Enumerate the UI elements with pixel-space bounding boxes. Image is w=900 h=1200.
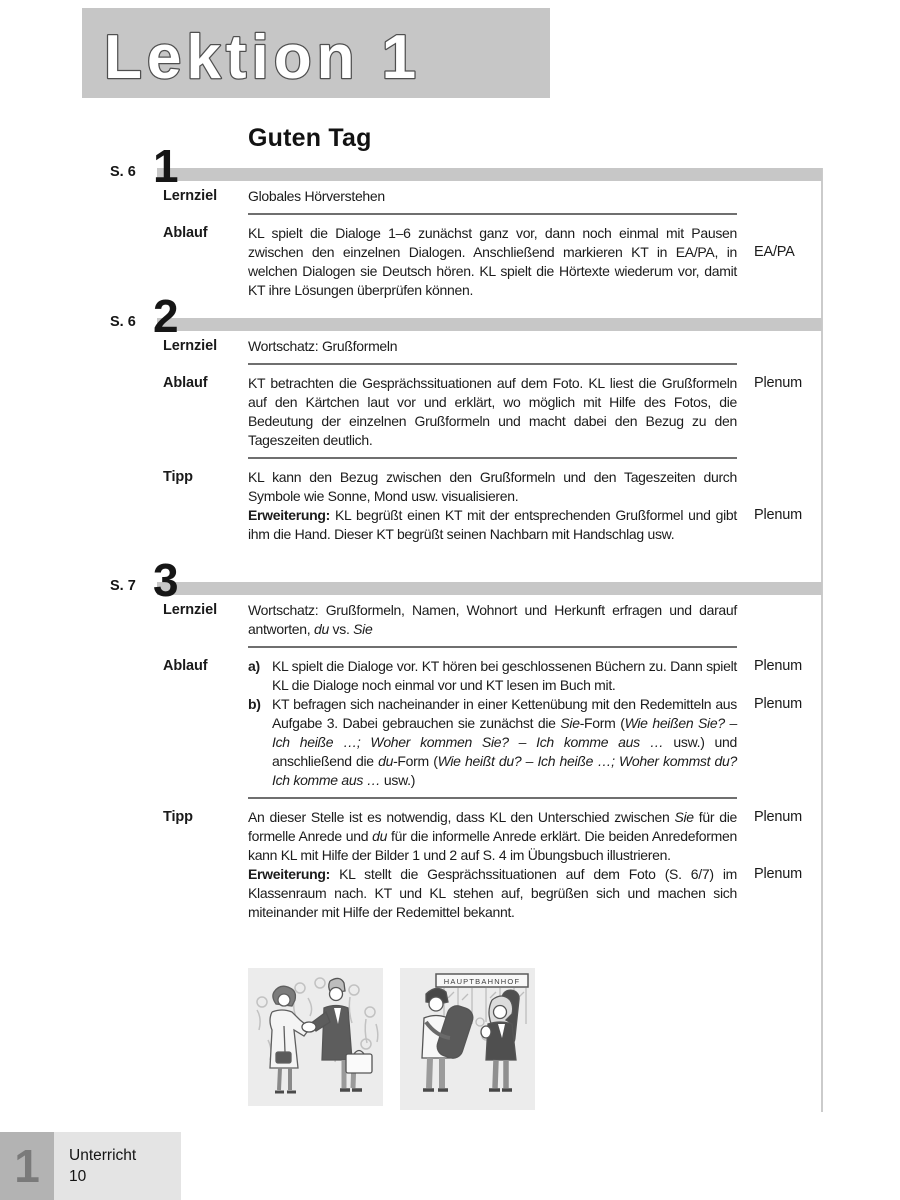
- row-divider: [248, 797, 737, 799]
- social-form-note: Plenum: [754, 696, 802, 712]
- section-1-ablauf-row: [163, 224, 860, 300]
- illustrations: [248, 968, 535, 1110]
- section-1-lernziel-row: [163, 187, 860, 206]
- social-form-note: Plenum: [754, 507, 802, 523]
- section-1-page-ref: S. 6: [110, 164, 136, 180]
- item-b-italic: du: [378, 753, 394, 769]
- erweiterung-keyword: Erweiterung:: [248, 866, 330, 882]
- item-b-italic: Wie heißt du? – Ich heiße …; Woher kommst du? Ich komme aus …: [272, 753, 737, 788]
- section-2-number: 2: [153, 290, 179, 342]
- tipp-run: An dieser Stelle ist es notwendig, dass KL den Unterschied zwischen: [248, 809, 675, 825]
- section-3-ablauf-row-a: [163, 657, 860, 695]
- section-3-page-ref: S. 7: [110, 578, 136, 594]
- lernziel-run: Wortschatz: Grußformeln, Namen, Wohnort und Herkunft erfragen und darauf antworten,: [248, 602, 737, 637]
- illustration-formal-greeting: [248, 968, 383, 1106]
- tipp-run: für die formelle Anrede und: [248, 809, 738, 844]
- social-form-note: Plenum: [754, 866, 802, 882]
- item-b-marker: b): [248, 696, 261, 712]
- item-b-run: usw.) und anschließend die: [272, 734, 737, 769]
- social-form-note: Plenum: [754, 809, 802, 825]
- section-2-bar: [157, 318, 822, 331]
- section-3-lernziel-row: [163, 601, 860, 639]
- erweiterung-text: [248, 865, 737, 922]
- section-2-erweiterung-row: [163, 506, 860, 544]
- station-sign: [436, 974, 528, 987]
- tipp-label: Tipp: [163, 469, 193, 485]
- tipp-run: für die informelle Anrede erklärt. Die beiden Anredeformen kann KL mit Hilfe der Bilder 1 und 2 auf S. 4 im Übungsbuch illustrieren.: [248, 828, 737, 863]
- tipp-text: [248, 808, 737, 865]
- erweiterung-text: [248, 506, 737, 544]
- tipp-text: KL kann den Bezug zwischen den Grußformeln und den Tageszeiten durch Symbole wie Sonne, Mond usw. visualisieren.: [248, 469, 737, 504]
- lernziel-text: [248, 601, 737, 639]
- ablauf-item-a: [248, 657, 737, 695]
- section-3: [110, 554, 860, 922]
- tipp-label: Tipp: [163, 809, 193, 825]
- item-b-run: usw.): [380, 772, 416, 788]
- lernziel-run: vs.: [328, 621, 354, 637]
- item-b-run: -Form (: [393, 753, 438, 769]
- footer: [0, 1132, 181, 1200]
- section-2-page-ref: S. 6: [110, 314, 136, 330]
- footer-page-number: 10: [69, 1168, 87, 1185]
- lesson-banner-title: Lektion 1: [104, 23, 422, 92]
- lernziel-label: Lernziel: [163, 602, 217, 618]
- section-1-bar: [157, 168, 822, 181]
- social-form-note: Plenum: [754, 375, 802, 391]
- lernziel-text: Globales Hörverstehen: [248, 188, 385, 204]
- footer-lesson-number: 1: [0, 1132, 54, 1200]
- illustration-station-greeting: [400, 968, 535, 1110]
- erweiterung-keyword: Erweiterung:: [248, 507, 330, 523]
- item-a-text: KL spielt die Dialoge vor. KT hören bei geschlossenen Büchern zu. Dann spielt KL die Dialoge noch einmal vor und KT lesen im Buch mit.: [272, 658, 737, 693]
- item-b-italic: Wie heißen Sie? – Ich heiße …; Woher kommen Sie? – Ich komme aus …: [272, 715, 738, 750]
- ablauf-label: Ablauf: [163, 658, 208, 674]
- section-3-number: 3: [153, 554, 179, 606]
- lesson-banner: [82, 8, 550, 98]
- erweiterung-body: KL begrüßt einen KT mit der entsprechenden Grußformel und gibt ihm die Hand. Dieser KT begrüßt seinen Nachbarn mit Handschlag usw.: [248, 507, 737, 542]
- item-b-run: -Form (: [579, 715, 625, 731]
- item-b-run: KT befragen sich nacheinander in einer Kettenübung mit den Redemitteln aus Aufgabe 3. Dabei gebrauchen sie zunächst die: [272, 696, 737, 731]
- erweiterung-body: KL stellt die Gesprächssituationen auf dem Foto (S. 6/7) im Klassenraum nach. KT und KL stehen auf, begrüßen sich und machen sich miteinander mit Hilfe der Redemittel bekannt.: [248, 866, 737, 920]
- ablauf-label: Ablauf: [163, 375, 208, 391]
- lernziel-italic: Sie: [353, 621, 373, 637]
- ablauf-text: KL spielt die Dialoge 1–6 zunächst ganz vor, dann noch einmal mit Pausen zwischen den einzelnen Dialogen. Anschließend markieren KT in EA/PA, in welchen Dialogen sie Deutsch hören. KL spielt die Hörtexte wiederum vor, damit KT ihre Lösungen überprüfen können.: [248, 225, 737, 298]
- ablauf-text: KT betrachten die Gesprächssituationen auf dem Foto. KL liest die Grußformeln auf den Kärtchen laut vor und erklärt, wo möglich mit Hilfe des Fotos, die Bedeutung der einzelnen Grußformeln und macht dabei den Bezug zu den Tageszeiten deutlich.: [248, 375, 737, 448]
- station-sign-text: HAUPTBAHNHOF: [443, 977, 521, 986]
- ablauf-label: Ablauf: [163, 225, 208, 241]
- section-2-tipp-row: [163, 468, 860, 506]
- section-3-bar: [157, 582, 822, 595]
- section-2-lernziel-row: [163, 337, 860, 356]
- row-divider: [248, 646, 737, 648]
- section-1-body: [110, 168, 860, 300]
- item-a-marker: a): [248, 658, 260, 674]
- social-form-note: EA/PA: [754, 244, 795, 260]
- footer-label: Unterricht: [69, 1147, 137, 1164]
- section-1: [110, 140, 860, 300]
- tipp-italic: du: [372, 828, 388, 844]
- lernziel-label: Lernziel: [163, 188, 217, 204]
- section-3-erweiterung-row: [163, 865, 860, 922]
- lernziel-italic: du: [313, 621, 329, 637]
- section-1-number: 1: [153, 140, 179, 192]
- ablauf-item-b: [248, 695, 737, 790]
- row-divider: [248, 457, 737, 459]
- figure-background: [248, 968, 383, 1106]
- section-2-body: [110, 318, 860, 544]
- section-3-body: [110, 582, 860, 922]
- item-b-italic: Sie: [560, 715, 580, 731]
- lesson-banner-art: [82, 8, 550, 98]
- row-divider: [248, 363, 737, 365]
- section-3-ablauf-row-b: [163, 695, 860, 790]
- footer-info: [54, 1132, 181, 1200]
- lernziel-label: Lernziel: [163, 338, 217, 354]
- tipp-italic: Sie: [674, 809, 694, 825]
- section-2: [110, 290, 860, 544]
- section-2-ablauf-row: [163, 374, 860, 450]
- row-divider: [248, 213, 737, 215]
- item-b-text: [272, 695, 737, 790]
- social-form-note: Plenum: [754, 658, 802, 674]
- section-3-tipp-row: [163, 808, 860, 865]
- lernziel-text: Wortschatz: Grußformeln: [248, 338, 398, 354]
- page-title: Guten Tag: [248, 124, 372, 152]
